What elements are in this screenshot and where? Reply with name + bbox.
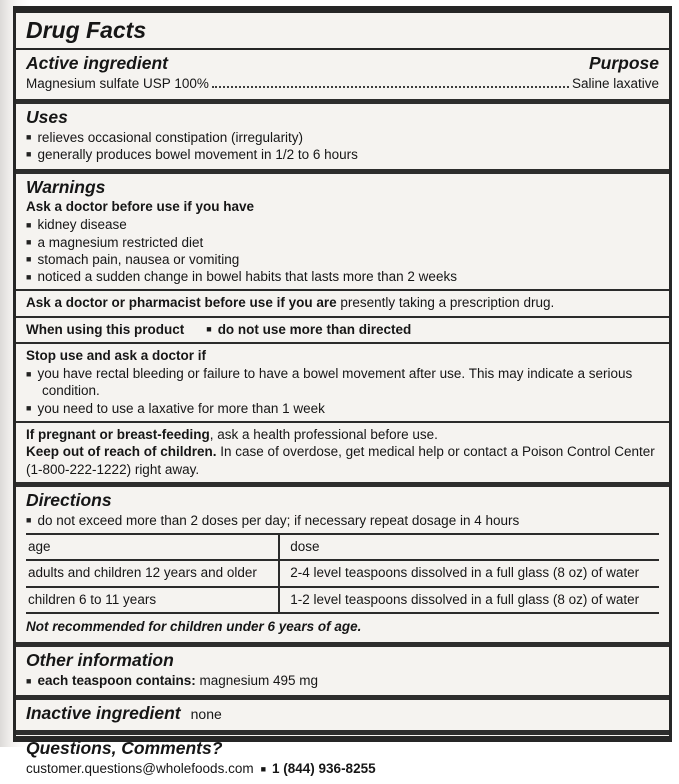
directions-heading: Directions [26,489,112,510]
table-header-row [26,534,659,560]
warning-item: ■ noticed a sudden change in bowel habits that lasts more than 2 weeks [26,268,659,285]
stop-use-item: ■ you have rectal bleeding or failure to have a bowel movement after use. This may indicate a serious condition. [26,365,659,400]
dosage-table [26,533,659,614]
section-warnings [16,174,669,482]
section-directions [16,487,669,642]
active-ingredient-heading: Active ingredient [26,53,168,74]
inactive-ingredient-value: none [190,706,222,723]
warning-item: ■ kidney disease [26,216,659,233]
warnings-heading: Warnings [26,177,106,198]
age-cell: adults and children 12 years and older [26,560,279,586]
pregnant-line [26,426,659,443]
warnings-ask-doctor-pharmacist [16,289,669,315]
ingredient-name: Magnesium sulfate USP 100% [26,76,209,92]
drug-facts-label [13,6,672,777]
drug-facts-title: Drug Facts [16,13,669,50]
purpose-value: Saline laxative [571,76,659,92]
warning-item: ■ a magnesium restricted diet [26,234,659,251]
other-info-rest: magnesium 495 mg [195,673,319,689]
dotted-leader [212,77,569,88]
dose-column-header: dose [279,534,659,560]
when-using-item: ■ do not use more than directed [206,322,411,337]
section-other-information [16,647,669,695]
use-item: ■ relieves occasional constipation (irregularity) [26,129,659,146]
dose-cell: 2-4 level teaspoons dissolved in a full glass (8 oz) of water [279,560,659,586]
pregnant-rest: , ask a health professional before use. [209,427,438,443]
stop-use-lead: Stop use and ask a doctor if [26,347,207,363]
warnings-ask-doctor [16,174,669,289]
use-item: ■ generally produces bowel movement in 1/2 to 6 hours [26,146,659,163]
ask-pharmacist-rest: presently taking a prescription drug. [336,295,555,311]
keep-out-line [26,443,659,478]
stop-use-item: ■ you need to use a laxative for more than 1 week [26,400,659,417]
ask-doctor-lead: Ask a doctor before use if you have [26,199,255,215]
contact-line [26,760,659,777]
when-using-lead: When using this product [26,321,185,337]
warnings-pregnancy-keepout [16,421,669,482]
other-info-lead: each teaspoon contains: [37,673,196,689]
warning-item: ■ stomach pain, nausea or vomiting [26,251,659,268]
age-column-header: age [26,534,279,560]
purpose-heading: Purpose [588,53,659,74]
pregnant-lead: If pregnant or breast-feeding [26,427,210,443]
keep-out-rest: In case of overdose, get medical help or contact a Poison Control Center (1-800-222-1222) right away. [26,444,655,477]
age-cell: children 6 to 11 years [28,591,157,607]
directions-footnote: Not recommended for children under 6 years of age. [26,618,362,634]
warnings-stop-use [16,342,669,421]
table-row [26,587,659,613]
section-questions [16,735,669,783]
other-information-item [26,672,659,689]
directions-note: ■ do not exceed more than 2 doses per day; if necessary repeat dosage in 4 hours [26,512,659,529]
questions-heading: Questions, Comments? [26,738,223,759]
section-active-ingredient [16,50,669,98]
inactive-ingredient-heading: Inactive ingredient [26,703,181,724]
section-uses [16,104,669,170]
table-row [26,560,659,586]
keep-out-lead: Keep out of reach of children. [26,444,217,460]
contact-phone: ■ 1 (844) 936-8255 [254,761,376,776]
other-information-heading: Other information [26,650,174,671]
ask-pharmacist-lead: Ask a doctor or pharmacist before use if you are [26,295,337,311]
dose-cell: 1-2 level teaspoons dissolved in a full glass (8 oz) of water [279,587,659,613]
contact-email: customer.questions@wholefoods.com [26,761,254,777]
uses-heading: Uses [26,106,68,127]
warnings-when-using [16,316,669,342]
section-inactive-ingredient [16,700,669,730]
